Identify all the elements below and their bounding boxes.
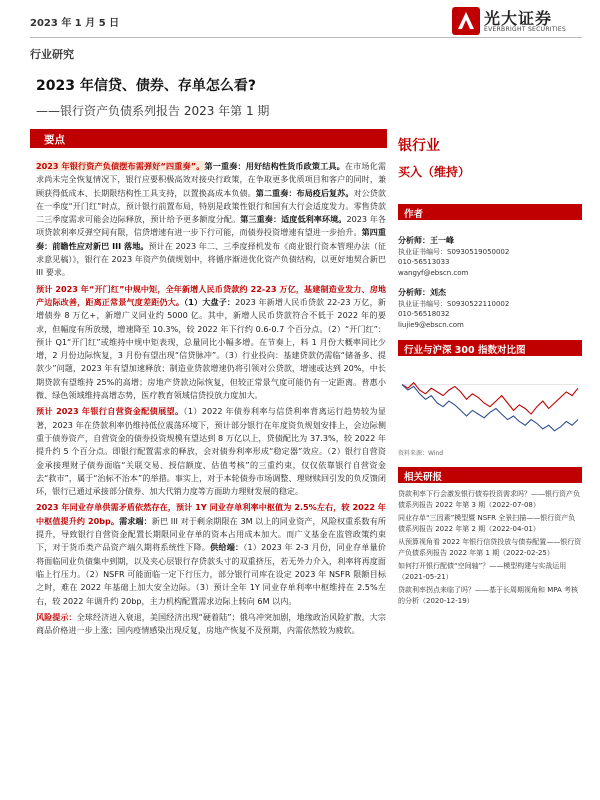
key-point-paragraph (36, 501, 386, 607)
related-report-item[interactable]: 同业存单“三因素”模型暨 NSFR 全景扫描——银行资产负债系列报告 2022 年第 2 期（2022-04-01） (398, 514, 576, 533)
analyst-name: 分析师：刘杰 (398, 288, 446, 297)
key-point-paragraph (36, 283, 386, 403)
key-points-label: 要点 (44, 134, 65, 146)
chart-svg (398, 360, 582, 446)
key-point-paragraph (36, 405, 386, 498)
analyst-email[interactable]: liujie9@ebscn.com (398, 320, 464, 329)
bold-phrase: 第一重奏：用好结构性货币政策工具。 (204, 161, 345, 171)
key-point-paragraph (36, 611, 386, 638)
author-label: 作者 (404, 209, 424, 220)
related-section-bar (398, 467, 582, 483)
report-date: 2023 年 1 月 5 日 (30, 18, 120, 29)
chart-series-line-bank (402, 383, 578, 414)
related-reports-list (398, 489, 582, 606)
paragraph-lead: 2023 年银行资产负债摆布需弹好“四重奏”。 (36, 161, 205, 171)
analyst-phone: 010-56513033 (398, 258, 450, 266)
logo-english-name: EVERBRIGHT SECURITIES (484, 26, 567, 33)
everbright-logo-icon (452, 7, 480, 35)
paragraph-text: （1）2022 年债券利率与信贷利率背离运行趋势较为显著，2023 年在贷款利率仍维持低位震荡环境下，预计部分银行在年度资负规划安排上，会边际侧重于债券资产，自营资金的债券投资规模有望达到 8 万亿以上，贷债配比为 37.3%，较 2022 年提升约 5 个百分点。即银行配置需求的释放，会对债券利率形成“稳定器”效应。（2）银行自营资金承接理财子债券面临“关联交易、授信额度、估值考核”的三重约束，仅仅依靠银行自营资金去“救市”，属于“治标不治本”的举措。事实上，对于本轮债券市场调整、理财赎回引发的负反馈闭环，银行已通过承接部分债券、加大代销力度等方面助力理财发展的稳定。 (36, 406, 386, 497)
bold-phrase: 第二重奏：布局疫后复苏。 (255, 187, 354, 198)
related-report-item[interactable]: 从预算视角看 2022 年银行信贷投放与债券配置——银行资产负债系列报告 2022 年第 1 期（2022-02-25） (398, 538, 582, 557)
chart-section-bar (398, 340, 582, 356)
key-points-body (36, 160, 386, 640)
key-points-bar (30, 129, 387, 148)
rating: 买入（维持） (398, 165, 471, 179)
paragraph-text: 新巴 III 对于剩余期限在 3M 以上的同业资产，风险权重系数有所提升，导致银行自营资金配置长期限同业存单的资本占用成本加大。而广义基金在监管政策约束下，对于货币类产品资产端久期将系统性下降。 (36, 515, 386, 553)
related-report-item[interactable]: 贷款利率下行会激发银行债券投资需求吗？——银行资产负债系列报告 2022 年第 3 期（2022-07-08） (398, 490, 580, 509)
chart-source: 资料来源：Wind (398, 450, 444, 457)
bold-phrase: 第四重奏：前瞻性应对新巴 III 落地。 (36, 227, 386, 251)
industry-name: 银行业 (398, 138, 440, 154)
paragraph-text: 2023 年各项贷款利率反弹空间有限，信贷增速有进一步下行可能，而债券投资增速有望进一步抬升。 (36, 214, 386, 238)
bold-phrase: （1）大盘子： (184, 296, 236, 307)
analyst-name: 分析师：王一峰 (398, 236, 454, 245)
logo-chinese-name: 光大证券 (484, 9, 553, 28)
related-report-item[interactable]: 贷款利率拐点来临了吗？——基于长周期视角和 MPA 考核的分析（2020-12-19） (398, 586, 579, 605)
paragraph-lead: 预计 2023 年“开门红”中规中矩，全年新增人民币贷款约 22-23 万亿，基建制造业发力、房地产边际改善，距离正常景气度差距仍大。 (36, 283, 386, 307)
chart-label: 行业与沪深 300 指数对比图 (404, 345, 526, 356)
paragraph-text: 2023 年新增人民币贷款 22-23 万亿，新增债券 8 万亿+，新增广义同业约 5000 亿。其中，新增人民币贷款符合不低于 2022 年的要求，但幅度有所放缓，增速降至 10.3%，较 2022 年下行约 0.6-0.7 个百分点。（2）“开门红”：预计 Q1“开门红”或维持中规中矩表现，总量同比小幅多增。在节奏上，料 1 月份大概率同比少增，2 月份边际恢复，3 月份有望出现“信贷脉冲”。（3）行业投向：基建贷款仍需临“储备多、提款少”问题，2023 年有望加速释放；制造业贷款增速仍将引领对公贷款，增速或达到 20%，中长期贷款有望维持 25%的高增；房地产贷款边际恢复，但较正常景气度可能仍有一定距离。普惠小微、绿色领域维持高增态势，医疗教育领域信贷投放力度加大。 (36, 296, 386, 401)
key-point-paragraph (36, 160, 386, 280)
analyst-license: 执业证书编号：S0930519050002 (398, 247, 510, 256)
related-report-item[interactable]: 如何打开银行配债“空间轴”？——模型构建与实战运用（2021-05-21） (398, 562, 567, 581)
analyst-phone: 010-56518032 (398, 310, 450, 318)
related-label: 相关研报 (404, 472, 443, 483)
sidebar (398, 135, 582, 609)
paragraph-text: 在市场化需求尚未完全恢复情况下，银行应要积极高效对接央行政策，在争取更多优质项目和客户的同时，兼顾获得低成本、长期限结构性工具支持，以置换高成本负债。 (36, 161, 386, 198)
paragraph-text: 全球经济进入衰退，美国经济出现“硬着陆”；俄乌冲突加剧，地缘政治风险扩散，大宗商品价格进一步上涨；国内疫情感染出现反复，房地产恢复不及预期，内需依然较为疲软。 (36, 611, 386, 636)
header-divider (30, 37, 582, 38)
paragraph-text: 对公贷款在一季度“开门红”时点，预计银行前置布局，特别是政策性银行和国有大行会适度发力。零售贷款二三季度需求可能会边际释放，预计给予更多额度分配。 (36, 187, 386, 225)
paragraph-lead: 2023 年同业存单供需矛盾依然存在，预计 1Y 同业存单利率中枢值为 2.5%左右，较 2022 年中枢值提升约 20bp。 (36, 502, 386, 526)
analyst-block (398, 288, 582, 330)
report-category: 行业研究 (30, 48, 74, 61)
analyst-license: 执业证书编号：S0930522110002 (398, 299, 510, 308)
index-comparison-chart (398, 360, 582, 446)
bold-phrase: 第三重奏：适度低利率环境。 (240, 214, 347, 225)
analyst-email[interactable]: wangyf@ebscn.com (398, 268, 469, 277)
brand-logo (452, 6, 582, 38)
bold-phrase: 供给端： (210, 542, 244, 553)
paragraph-lead: 风险提示： (36, 611, 77, 622)
paragraph-text: 预计在 2023 年二、三季度择机发布《商业银行资本管理办法（征求意见稿）》，银行在 2023 年资产负债规划中，将循序渐进优化资产负债结构，以更好地契合新巴 III 要求。 (36, 240, 386, 278)
bold-phrase: 需求端： (119, 515, 152, 526)
paragraph-text: （1）2023 年 2-3 月份，同业存单量价将面临同业负债集中到期，以及夹心层银行存贷款头寸的双重挤压，若无外力介入，利率将再度面临上行压力。（2）NSFR 可能面临一定下行压力，部分银行司库在设定 2023 年 NSFR 限额目标之时，难在 2022 年基础上加大安全边际。（3）预计全年 1Y 同业存单利率中枢维持在 2.5%左右，较 2022 年调升约 20bp，主力机构配置需求边际上转向 6M 以内。 (36, 542, 386, 606)
report-title: 2023 年信贷、债券、存单怎么看? (36, 78, 256, 94)
report-subtitle: ——银行资产负债系列报告 2023 年第 1 期 (36, 104, 270, 118)
analyst-block (398, 236, 582, 278)
paragraph-lead: 预计 2023 年银行自营资金配债展望。 (36, 406, 184, 417)
author-section-bar (398, 204, 582, 220)
